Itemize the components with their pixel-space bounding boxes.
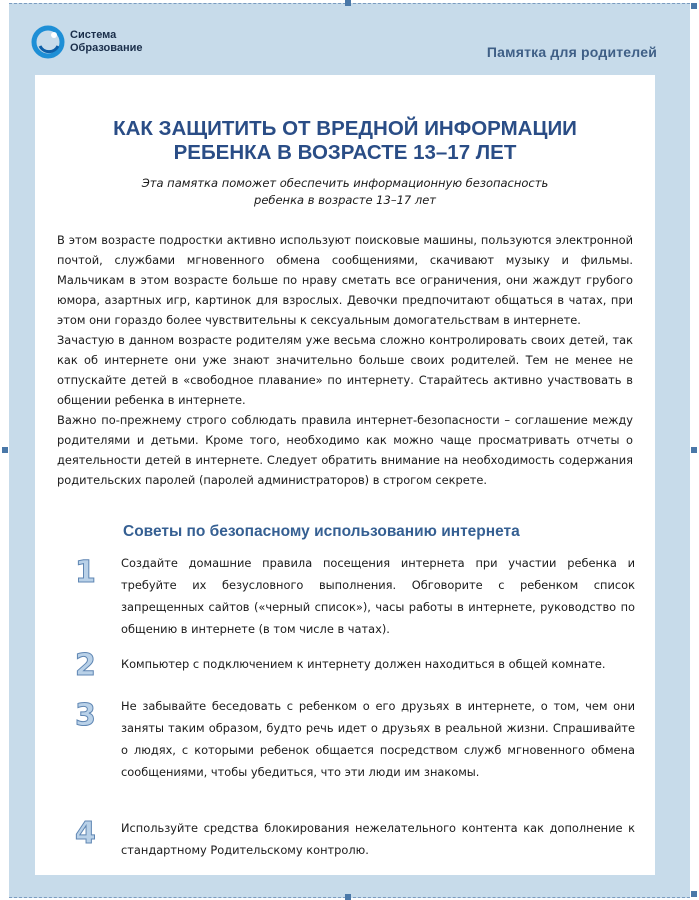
brand-logo [30, 22, 143, 62]
selection-handle[interactable] [345, 894, 351, 900]
title-line-1: КАК ЗАЩИТИТЬ ОТ ВРЕДНОЙ ИНФОРМАЦИИ [113, 117, 577, 140]
tips-heading: Советы по безопасному использованию интернета [123, 523, 520, 540]
selection-handle[interactable] [691, 447, 697, 453]
paragraph-3: Важно по-прежнему строго соблюдать правила интернет-безопасности – соглашение между родителями и детьми. Кроме того, необходимо как можно чаще просматривать отчеты о деятельности детей в интернете. Следует обратить внимание на необходимость содержания родительских паролей (паролей администраторов) в строгом секрете. [57, 413, 633, 487]
paragraph-1: В этом возрасте подростки активно используют поисковые машины, пользуются электронной почтой, службами мгновенного обмена сообщениями, скачивают музыку и фильмы. Мальчикам в этом возрасте больше по нраву сметать все ограничения, они жаждут грубого юмора, азартных игр, картинок для взрослых. Девочки предпочитают общаться в чатах, при этом они гораздо более чувствительны к сексуальным домогательствам в интернете. [57, 233, 633, 327]
tip-text-1: Создайте домашние правила посещения интернета при участии ребенка и требуйте их безусловного выполнения. Обговорите с ребенком список запрещенных сайтов («черный список»), часы работы в интернете, руководство по общению в интернете (в том числе в чатах). [121, 556, 635, 636]
globe-logo-icon [30, 24, 66, 60]
tip-number-4: 4 [75, 816, 96, 851]
paragraph-2: Зачастую в данном возрасте родителям уже весьма сложно контролировать своих детей, так как об интернете они уже знают значительно больше своих родителей. Тем не менее не отпускайте детей в «свободное плавание» по интернету. Старайтесь активно участвовать в общении ребенка в интернете. [57, 333, 633, 407]
brand-name [70, 29, 143, 55]
brand-line-1: Система [70, 29, 117, 41]
title-line-2: РЕБЕНКА В ВОЗРАСТЕ 13–17 ЛЕТ [173, 141, 517, 164]
selection-handle[interactable] [345, 0, 351, 6]
tip-text-3: Не забывайте беседовать с ребенком о его друзьях в интернете, о том, чем они заняты таким образом, будто речь идет о друзьях в реальной жизни. Спрашивайте о людях, с которыми ребенок общается посредством служб мгновенного обмена сообщениями, чтобы убедиться, что эти люди им знакомы. [121, 699, 635, 779]
selection-handle[interactable] [691, 891, 697, 897]
brand-line-2: Образование [70, 42, 143, 54]
document-sheet [35, 75, 655, 875]
document-label: Памятка для родителей [486, 44, 657, 60]
subtitle-line-1: Эта памятка поможет обеспечить информационную безопасность [141, 176, 549, 190]
intro-text [57, 230, 633, 490]
tip-text-2: Компьютер с подключением к интернету должен находиться в общей комнате. [121, 657, 606, 671]
page-title [35, 117, 655, 165]
selection-handle[interactable] [691, 3, 697, 9]
tip-number-1: 1 [75, 555, 96, 590]
subtitle [35, 175, 655, 209]
selection-handle[interactable] [2, 447, 8, 453]
tip-number-2: 2 [75, 648, 96, 683]
tip-number-3: 3 [75, 698, 96, 733]
tip-text-4: Используйте средства блокирования нежелательного контента как дополнение к стандартному Родительскому контролю. [121, 821, 635, 857]
subtitle-line-2: ребенка в возрасте 13–17 лет [254, 193, 436, 207]
